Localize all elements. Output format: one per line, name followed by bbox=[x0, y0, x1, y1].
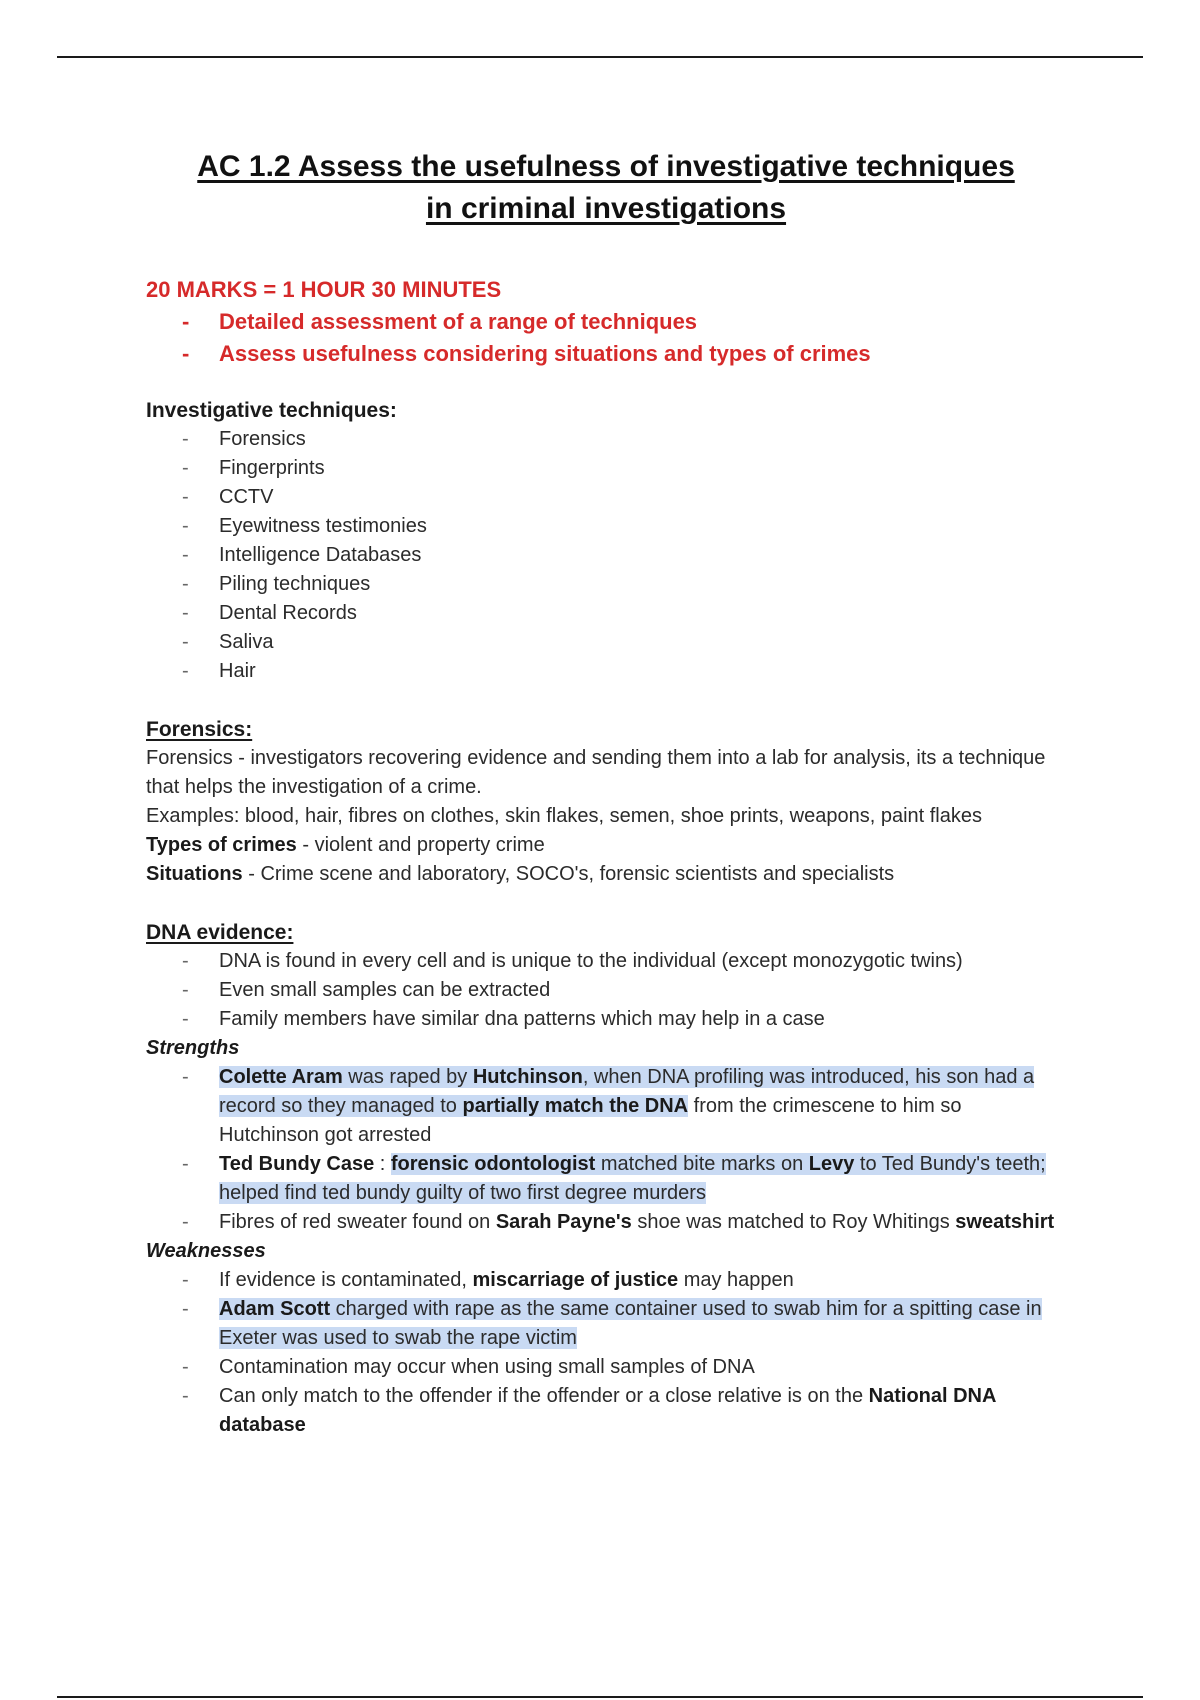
page-title: AC 1.2 Assess the usefulness of investigative techniques in criminal investigations bbox=[197, 150, 1015, 225]
list-item: - Ted Bundy Case : forensic odontologist matched bite marks on Levy to Ted Bundy's teeth; helped find ted bundy guilty of two first degree murders bbox=[146, 1150, 1066, 1208]
marks-heading: 20 MARKS = 1 HOUR 30 MINUTES bbox=[146, 277, 502, 302]
forensics-definition: Forensics - investigators recovering evidence and sending them into a lab for analysis, its a technique that helps the investigation of a crime. bbox=[146, 747, 1046, 798]
forensics-types: Types of crimes - violent and property crime bbox=[146, 834, 545, 856]
list-item: - Assess usefulness considering situations and types of crimes bbox=[146, 338, 1066, 370]
list-item: - Adam Scott charged with rape as the same container used to swab him for a spitting case in Exeter was used to swab the rape victim bbox=[146, 1295, 1066, 1353]
list-item: - Intelligence Databases bbox=[146, 541, 1066, 570]
list-item: - Piling techniques bbox=[146, 570, 1066, 599]
forensics-heading: Forensics: bbox=[146, 718, 253, 741]
list-item: - Fingerprints bbox=[146, 454, 1066, 483]
list-item: - Forensics bbox=[146, 425, 1066, 454]
list-item: - CCTV bbox=[146, 483, 1066, 512]
list-item: - Even small samples can be extracted bbox=[146, 976, 1066, 1005]
document-body bbox=[146, 146, 1066, 1440]
list-item: - If evidence is contaminated, miscarriage of justice may happen bbox=[146, 1266, 1066, 1295]
list-item: - Saliva bbox=[146, 628, 1066, 657]
strengths-heading: Strengths bbox=[146, 1037, 240, 1059]
marks-list bbox=[146, 306, 1066, 370]
list-item: - Fibres of red sweater found on Sarah Payne's shoe was matched to Roy Whitings sweatshirt bbox=[146, 1208, 1066, 1237]
list-item: - Family members have similar dna patterns which may help in a case bbox=[146, 1005, 1066, 1034]
forensics-situations: Situations - Crime scene and laboratory, SOCO's, forensic scientists and specialists bbox=[146, 863, 895, 885]
list-item: - Dental Records bbox=[146, 599, 1066, 628]
list-item: - DNA is found in every cell and is unique to the individual (except monozygotic twins) bbox=[146, 947, 1066, 976]
weaknesses-list bbox=[146, 1266, 1066, 1440]
techniques-heading: Investigative techniques: bbox=[146, 399, 397, 422]
top-rule bbox=[57, 56, 1143, 58]
list-item: - Colette Aram was raped by Hutchinson, when DNA profiling was introduced, his son had a record so they managed to partially match the DNA from the crimescene to him so Hutchinson got arrested bbox=[146, 1063, 1066, 1150]
list-item: - Hair bbox=[146, 657, 1066, 686]
bottom-rule bbox=[57, 1696, 1143, 1698]
forensics-examples: Examples: blood, hair, fibres on clothes, skin flakes, semen, shoe prints, weapons, paint flakes bbox=[146, 805, 982, 827]
list-item: - Contamination may occur when using small samples of DNA bbox=[146, 1353, 1066, 1382]
techniques-list bbox=[146, 425, 1066, 686]
list-item: - Detailed assessment of a range of techniques bbox=[146, 306, 1066, 338]
weaknesses-heading: Weaknesses bbox=[146, 1240, 266, 1262]
dna-heading: DNA evidence: bbox=[146, 921, 294, 944]
dna-facts-list bbox=[146, 947, 1066, 1034]
forensics-section bbox=[146, 744, 1066, 889]
list-item: - Can only match to the offender if the offender or a close relative is on the National DNA database bbox=[146, 1382, 1066, 1440]
strengths-list bbox=[146, 1063, 1066, 1237]
list-item: - Eyewitness testimonies bbox=[146, 512, 1066, 541]
